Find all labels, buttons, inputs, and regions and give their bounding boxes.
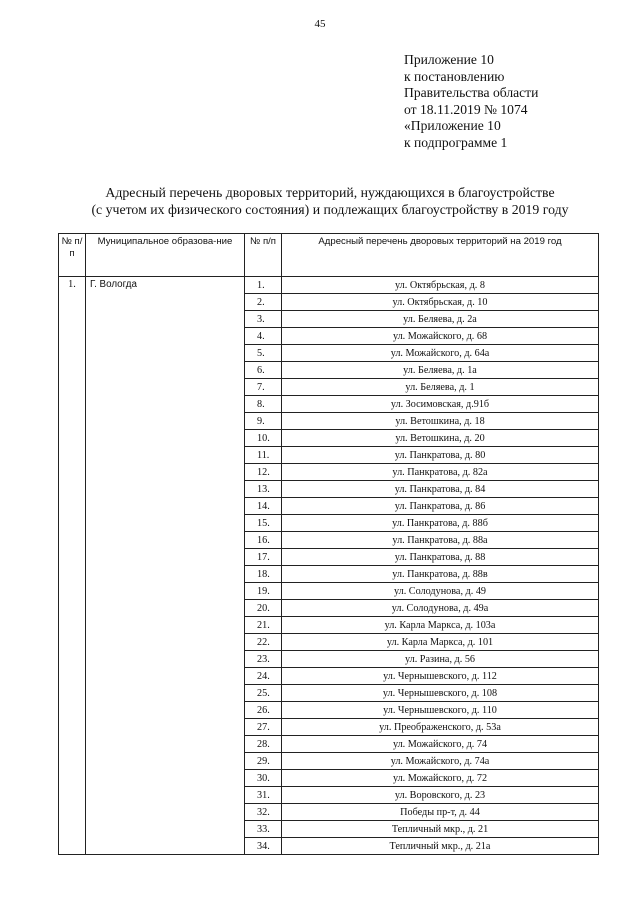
row-address: Тепличный мкр., д. 21а (282, 838, 599, 855)
header-num2: № п/п (245, 234, 282, 277)
row-number: 27. (245, 719, 282, 736)
row-address: ул. Панкратова, д. 80 (282, 447, 599, 464)
row-address: ул. Беляева, д. 2а (282, 311, 599, 328)
row-address: ул. Панкратова, д. 82а (282, 464, 599, 481)
row-number: 18. (245, 566, 282, 583)
row-address: ул. Можайского, д. 74а (282, 753, 599, 770)
row-number: 15. (245, 515, 282, 532)
row-address: ул. Панкратова, д. 84 (282, 481, 599, 498)
header-num: № п/п (59, 234, 86, 277)
row-address: Победы пр-т, д. 44 (282, 804, 599, 821)
table-header-row (59, 234, 599, 277)
row-address: ул. Беляева, д. 1 (282, 379, 599, 396)
row-address: ул. Панкратова, д. 88а (282, 532, 599, 549)
row-number: 22. (245, 634, 282, 651)
row-number: 19. (245, 583, 282, 600)
row-number: 33. (245, 821, 282, 838)
row-number: 12. (245, 464, 282, 481)
row-number: 9. (245, 413, 282, 430)
row-number: 3. (245, 311, 282, 328)
annex-line: от 18.11.2019 № 1074 (404, 101, 528, 117)
row-address: ул. Воровского, д. 23 (282, 787, 599, 804)
row-address: ул. Октябрьская, д. 10 (282, 294, 599, 311)
row-number: 24. (245, 668, 282, 685)
row-number: 14. (245, 498, 282, 515)
row-address: ул. Октябрьская, д. 8 (282, 277, 599, 294)
row-number: 25. (245, 685, 282, 702)
row-address: ул. Солодунова, д. 49 (282, 583, 599, 600)
row-address: ул. Солодунова, д. 49а (282, 600, 599, 617)
row-address: ул. Чернышевского, д. 110 (282, 702, 599, 719)
address-table (58, 233, 599, 855)
row-address: ул. Можайского, д. 72 (282, 770, 599, 787)
row-number: 17. (245, 549, 282, 566)
row-address: ул. Панкратова, д. 88 (282, 549, 599, 566)
row-address: Тепличный мкр., д. 21 (282, 821, 599, 838)
row-number: 13. (245, 481, 282, 498)
title-line-2: (с учетом их физического состояния) и подлежащих благоустройству в 2019 году (91, 202, 569, 217)
row-number: 21. (245, 617, 282, 634)
row-address: ул. Панкратова, д. 88б (282, 515, 599, 532)
row-address: ул. Беляева, д. 1а (282, 362, 599, 379)
row-number: 32. (245, 804, 282, 821)
row-number: 34. (245, 838, 282, 855)
row-number: 16. (245, 532, 282, 549)
row-address: ул. Ветошкина, д. 18 (282, 413, 599, 430)
row-address: ул. Карла Маркса, д. 101 (282, 634, 599, 651)
row-number: 2. (245, 294, 282, 311)
row-address: ул. Зосимовская, д.91б (282, 396, 599, 413)
row-address: ул. Панкратова, д. 88в (282, 566, 599, 583)
header-municipality: Муниципальное образова-ние (86, 234, 245, 277)
row-address: ул. Чернышевского, д. 112 (282, 668, 599, 685)
municipality-name: Г. Вологда (86, 277, 245, 855)
row-number: 8. (245, 396, 282, 413)
table-row (59, 277, 599, 294)
row-number: 20. (245, 600, 282, 617)
annex-header (404, 52, 538, 151)
row-address: ул. Можайского, д. 74 (282, 736, 599, 753)
title-line-1: Адресный перечень дворовых территорий, нуждающихся в благоустройстве (105, 185, 555, 200)
row-number: 26. (245, 702, 282, 719)
annex-line: «Приложение 10 (404, 118, 501, 133)
row-address: ул. Можайского, д. 68 (282, 328, 599, 345)
row-address: ул. Карла Маркса, д. 103а (282, 617, 599, 634)
row-address: ул. Чернышевского, д. 108 (282, 685, 599, 702)
row-number: 10. (245, 430, 282, 447)
row-number: 29. (245, 753, 282, 770)
row-number: 23. (245, 651, 282, 668)
table-body (59, 277, 599, 855)
row-address: ул. Панкратова, д. 86 (282, 498, 599, 515)
annex-line: к подпрограмме 1 (404, 134, 508, 150)
annex-line: к постановлению (404, 68, 505, 84)
row-address: ул. Ветошкина, д. 20 (282, 430, 599, 447)
header-addresses: Адресный перечень дворовых территорий на 2019 год (282, 234, 599, 277)
annex-line: Правительства области (404, 85, 539, 100)
annex-line: Приложение 10 (404, 52, 494, 67)
row-number: 28. (245, 736, 282, 753)
document-title (40, 184, 620, 218)
row-number: 5. (245, 345, 282, 362)
page-number: 45 (314, 18, 326, 30)
row-number: 7. (245, 379, 282, 396)
row-number: 30. (245, 770, 282, 787)
row-number: 1. (245, 277, 282, 294)
group-number: 1. (59, 277, 86, 855)
row-number: 6. (245, 362, 282, 379)
row-number: 31. (245, 787, 282, 804)
row-address: ул. Разина, д. 56 (282, 651, 599, 668)
row-number: 11. (245, 447, 282, 464)
row-address: ул. Можайского, д. 64а (282, 345, 599, 362)
row-number: 4. (245, 328, 282, 345)
row-address: ул. Преображенского, д. 53а (282, 719, 599, 736)
